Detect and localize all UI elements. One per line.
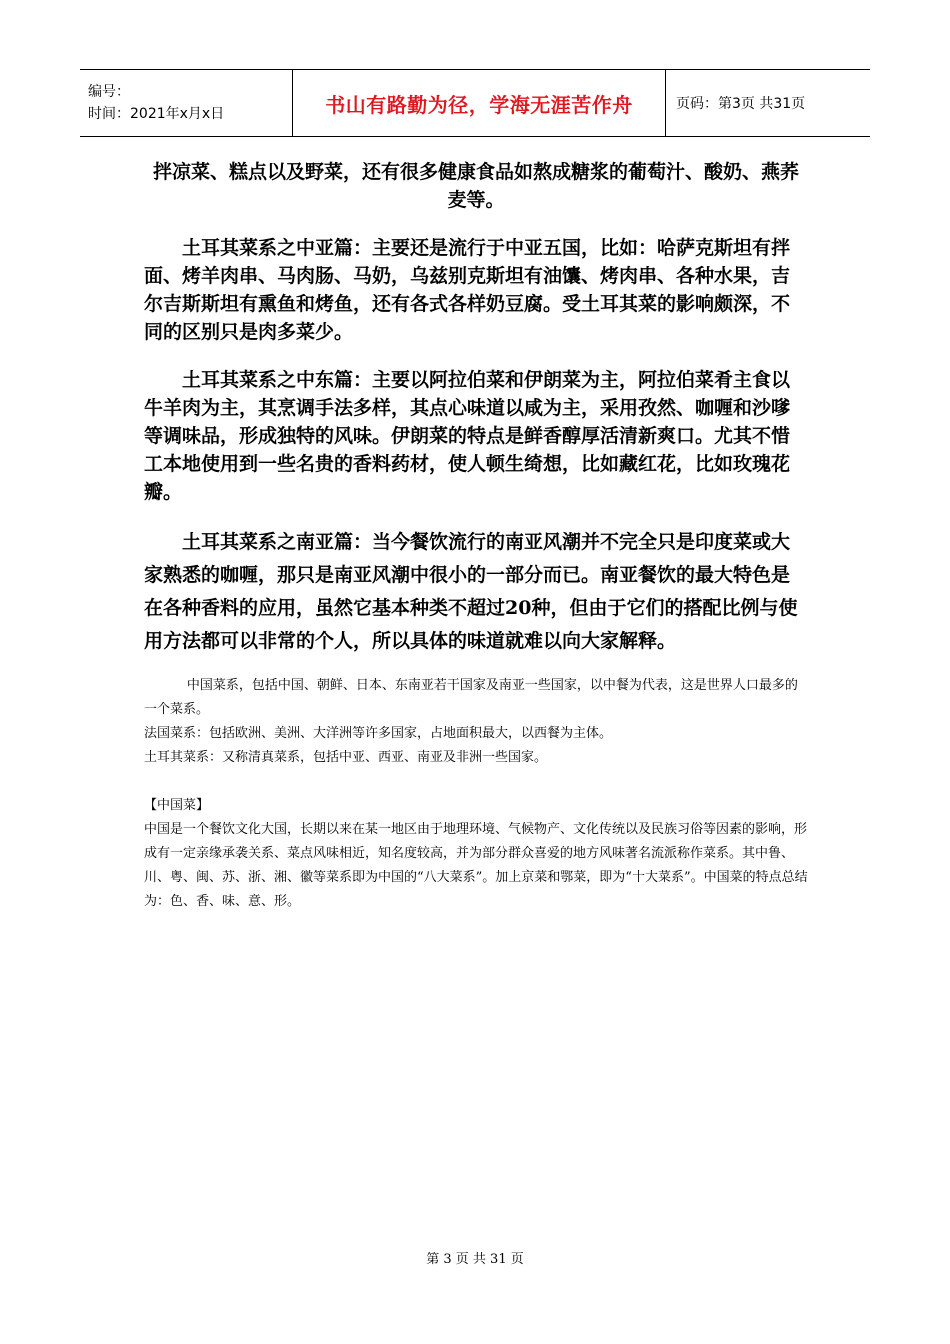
document-body [144,158,808,914]
section-heading: 【中国菜】 [144,798,210,813]
paragraph-chinese-cuisine-system: 中国菜系，包括中国、朝鲜、日本、东南亚若干国家及南亚一些国家，以中餐为代表，这是世界人口最多的一个菜系。 [144,678,798,717]
page-info: 页码：第3页 共31页 [666,70,871,137]
paragraph-chinese-cuisine: 中国是一个餐饮文化大国，长期以来在某一地区由于地理环境、气候物产、文化传统以及民族习俗等因素的影响，形成有一定亲缘承袭关系、菜点风味相近，知名度较高，并为部分群众喜爱的地方风味著名流派称作菜系。其中鲁、川、粤、闽、苏、浙、湘、徽等菜系即为中国的“八大菜系”。加上京菜和鄂菜，即为“十大菜系”。中国菜的特点总结为：色、香、味、意、形。 [144,822,808,909]
paragraph-south-asia: 土耳其菜系之南亚篇：当今餐饮流行的南亚风潮并不完全只是印度菜或大家熟悉的咖喱，那只是南亚风潮中很小的一部分而已。南亚餐饮的最大特色是在各种香料的应用，虽然它基本种类不超过20种，但由于它们的搭配比例与使用方法都可以非常的个人，所以具体的味道就难以向大家解释。 [144,531,798,652]
document-header [80,69,870,137]
header-motto-cell [293,70,666,137]
number-label: 编号： [88,84,130,100]
paragraph-french-cuisine-system: 法国菜系：包括欧洲、美洲、大洋洲等许多国家，占地面积最大，以西餐为主体。 [144,726,613,741]
time-label: 时间：2021年x月x日 [88,106,225,122]
motto-text: 书山有路勤为径，学海无涯苦作舟 [325,92,633,117]
paragraph-continuation: 拌凉菜、糕点以及野菜，还有很多健康食品如熬成糖浆的葡萄汁、酸奶、燕荞麦等。 [152,161,799,211]
page-footer: 第 3 页 共 31 页 [426,1252,524,1267]
paragraph-turkish-cuisine-system: 土耳其菜系：又称清真菜系，包括中亚、西亚、南亚及非洲一些国家。 [144,750,548,765]
header-meta [80,70,293,137]
paragraph-central-asia: 土耳其菜系之中亚篇：主要还是流行于中亚五国，比如：哈萨克斯坦有拌面、烤羊肉串、马肉肠、马奶，乌兹别克斯坦有油馕、烤肉串、各种水果，吉尔吉斯斯坦有熏鱼和烤鱼，还有各式各样奶豆腐。受土耳其菜的影响颇深，不同的区别只是肉多菜少。 [144,237,791,343]
paragraph-middle-east: 土耳其菜系之中东篇：主要以阿拉伯菜和伊朗菜为主，阿拉伯菜肴主食以牛羊肉为主，其烹调手法多样，其点心味道以咸为主，采用孜然、咖喱和沙嗲等调味品，形成独特的风味。伊朗菜的特点是鲜香醇厚活清新爽口。尤其不惜工本地使用到一些名贵的香料药材，使人顿生绮想，比如藏红花，比如玫瑰花瓣。 [144,369,791,503]
